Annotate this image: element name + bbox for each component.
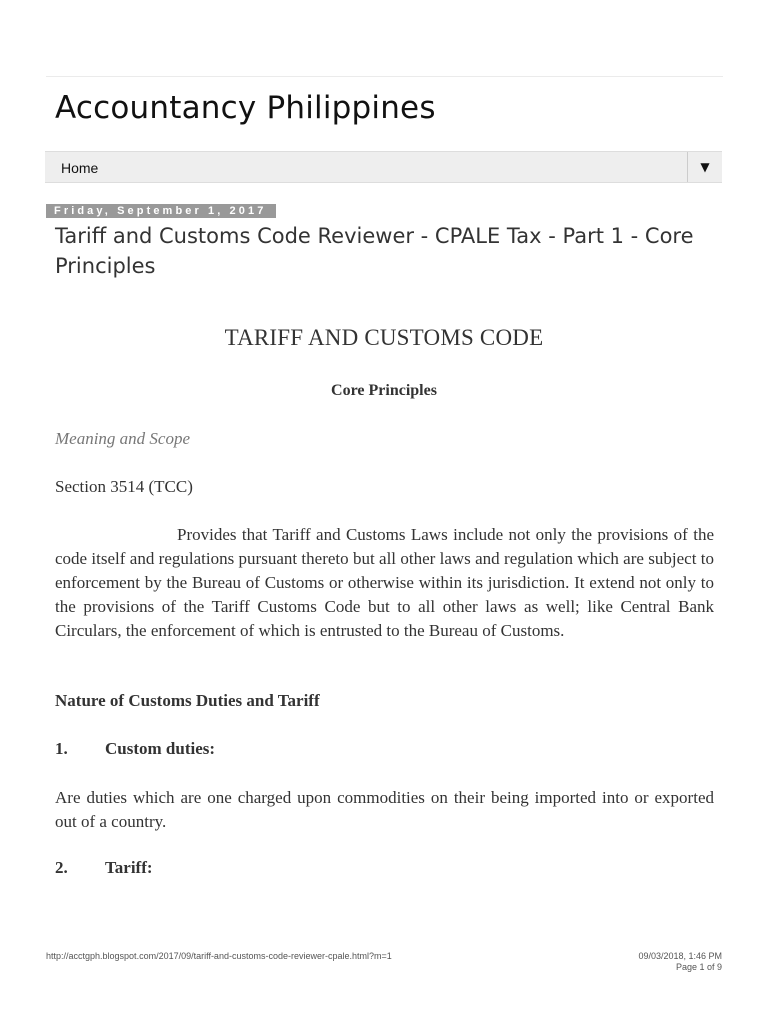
document-heading: TARIFF AND CUSTOMS CODE (224, 325, 544, 350)
section-paragraph: Provides that Tariff and Customs Laws include not only the provisions of the code itself and regulations pursuant thereto but all other laws and regulation which are subject to enforcement by the Bureau of Customs or otherwise within its jurisdiction. It extend not only to the provisions of the Tariff Customs Code but to all other laws as well; like Central Bank Circulars, the enforcement of which is entrusted to the Bureau of Customs. (55, 525, 714, 640)
header-divider (46, 76, 723, 77)
list-item-number: 1. (55, 739, 68, 758)
custom-duties-definition: Are duties which are one charged upon commodities on their being imported into or exported out of a country. (55, 788, 714, 831)
document-subheading: Core Principles (331, 382, 437, 399)
post-date-header: Friday, September 1, 2017 (46, 204, 276, 218)
footer-page-number: Page 1 of 9 (675, 962, 722, 972)
list-item-label: Tariff: (105, 858, 153, 877)
page-nav-bar (45, 151, 722, 183)
nature-heading: Nature of Customs Duties and Tariff (55, 691, 320, 710)
dropdown-arrow-icon[interactable]: ▼ (687, 152, 722, 182)
footer-timestamp: 09/03/2018, 1:46 PM (638, 951, 722, 961)
meaning-and-scope-label: Meaning and Scope (55, 429, 191, 448)
blog-title[interactable]: Accountancy Philippines (55, 90, 436, 126)
list-item-custom-duties (55, 739, 215, 759)
footer-url: http://acctgph.blogspot.com/2017/09/tariff-and-customs-code-reviewer-cpale.html?m=1 (46, 951, 392, 961)
section-reference: Section 3514 (TCC) (55, 477, 193, 496)
post-title: Tariff and Customs Code Reviewer - CPALE Tax - Part 1 - Core Principles (55, 224, 694, 278)
footer-meta (638, 951, 722, 973)
list-item-tariff (55, 858, 153, 878)
list-item-number: 2. (55, 858, 68, 877)
nav-home-link[interactable]: Home (61, 160, 99, 176)
list-item-label: Custom duties: (105, 739, 216, 758)
